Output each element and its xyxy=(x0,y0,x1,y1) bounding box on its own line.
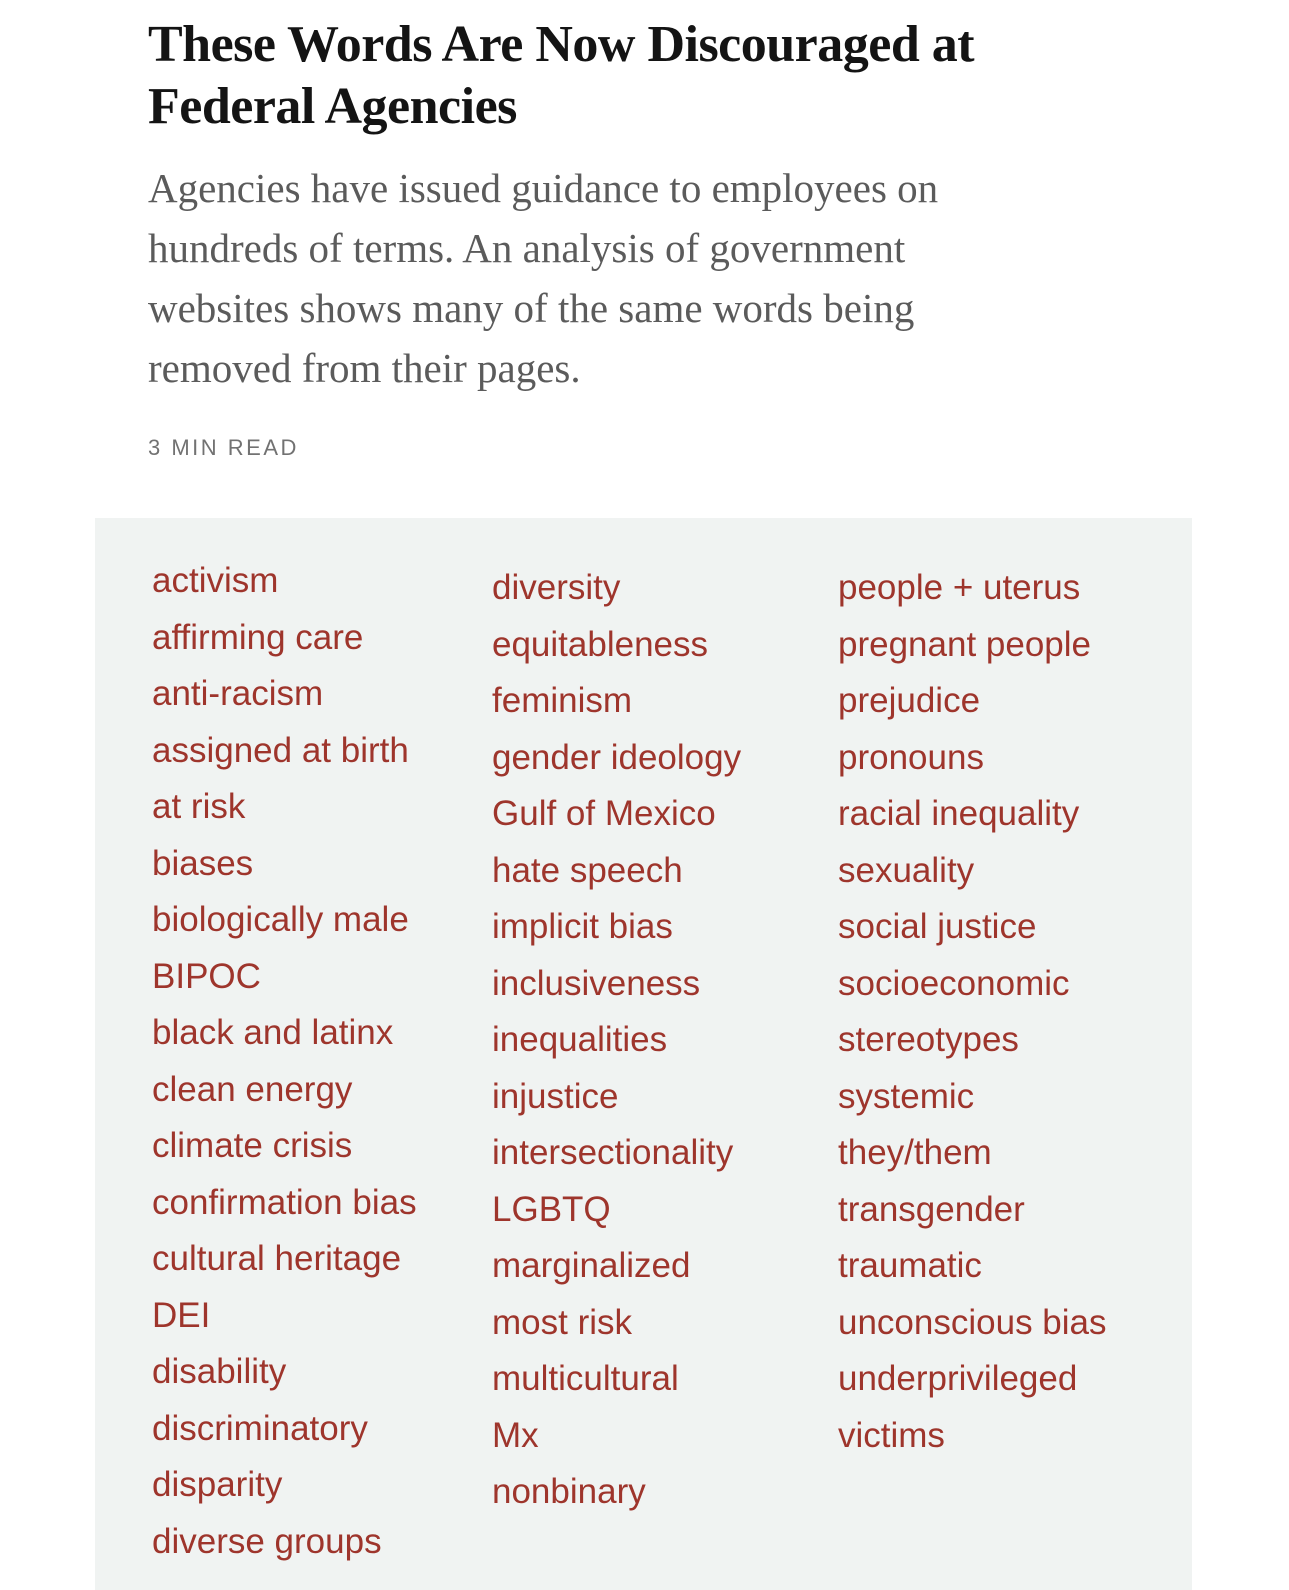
word-item: social justice xyxy=(838,907,1037,946)
word-item: feminism xyxy=(492,681,633,720)
word-item: sexuality xyxy=(838,850,975,890)
word-item: traumatic xyxy=(838,1246,982,1285)
word-item: DEI xyxy=(152,1295,211,1335)
article-subtitle-line-4: removed from their pages. xyxy=(148,345,581,391)
word-item: racial inequality xyxy=(838,794,1080,833)
word-item: anti-racism xyxy=(152,674,324,713)
article-subtitle-line-3: websites shows many of the same words being xyxy=(148,285,915,331)
word-item: at risk xyxy=(152,787,246,826)
word-item: LGBTQ xyxy=(492,1189,611,1229)
word-item: cultural heritage xyxy=(152,1239,402,1278)
word-item: Gulf of Mexico xyxy=(492,794,716,833)
word-item: underprivileged xyxy=(838,1359,1078,1398)
word-column-2 xyxy=(492,560,838,1521)
word-item: stereotypes xyxy=(838,1020,1019,1059)
word-item: pronouns xyxy=(838,737,984,777)
word-item: disability xyxy=(152,1352,287,1391)
word-item: most risk xyxy=(492,1302,632,1342)
word-item: diversity xyxy=(492,568,621,607)
word-item: gender ideology xyxy=(492,737,742,777)
word-item: implicit bias xyxy=(492,907,673,946)
word-item: affirming care xyxy=(152,617,364,657)
word-item: BIPOC xyxy=(152,956,261,996)
page-title xyxy=(148,14,1148,138)
word-item: biologically male xyxy=(152,900,409,939)
article-header xyxy=(148,0,1148,459)
word-item: socioeconomic xyxy=(838,963,1070,1003)
word-item: injustice xyxy=(492,1076,619,1116)
article-subtitle-line-1: Agencies have issued guidance to employees on xyxy=(148,165,939,211)
word-item: inclusiveness xyxy=(492,963,701,1003)
word-item: confirmation bias xyxy=(152,1182,417,1222)
article-subtitle-line-2: hundreds of terms. An analysis of government xyxy=(148,225,906,271)
word-item: biases xyxy=(152,843,254,883)
word-item: diverse groups xyxy=(152,1521,382,1561)
word-item: inequalities xyxy=(492,1020,668,1059)
page-title-line-1: These Words Are Now Discouraged at xyxy=(148,16,975,73)
word-item: people + uterus xyxy=(838,568,1081,607)
word-item: transgender xyxy=(838,1189,1025,1229)
read-time-label: 3 MIN READ xyxy=(148,435,299,460)
word-item: disparity xyxy=(152,1465,283,1504)
word-item: equitableness xyxy=(492,624,708,664)
page-title-line-2: Federal Agencies xyxy=(148,78,517,135)
word-item: multicultural xyxy=(492,1359,679,1398)
word-item: clean energy xyxy=(152,1069,353,1109)
word-item: climate crisis xyxy=(152,1126,353,1165)
word-item: pregnant people xyxy=(838,624,1091,664)
word-item: assigned at birth xyxy=(152,730,409,770)
word-item: systemic xyxy=(838,1076,975,1116)
word-item: discriminatory xyxy=(152,1408,368,1448)
word-item: hate speech xyxy=(492,850,683,890)
word-item: nonbinary xyxy=(492,1472,646,1511)
word-item: unconscious bias xyxy=(838,1302,1107,1342)
word-column-1 xyxy=(152,553,492,1570)
word-item: intersectionality xyxy=(492,1133,734,1172)
word-item: prejudice xyxy=(838,681,981,720)
word-item: black and latinx xyxy=(152,1013,394,1052)
word-item: Mx xyxy=(492,1415,539,1455)
word-column-3 xyxy=(838,560,1168,1464)
discouraged-words-panel xyxy=(95,518,1192,1590)
word-item: marginalized xyxy=(492,1246,691,1285)
word-item: victims xyxy=(838,1415,945,1455)
word-item: they/them xyxy=(838,1133,992,1172)
word-item: activism xyxy=(152,561,279,600)
article-subtitle xyxy=(148,158,1148,398)
